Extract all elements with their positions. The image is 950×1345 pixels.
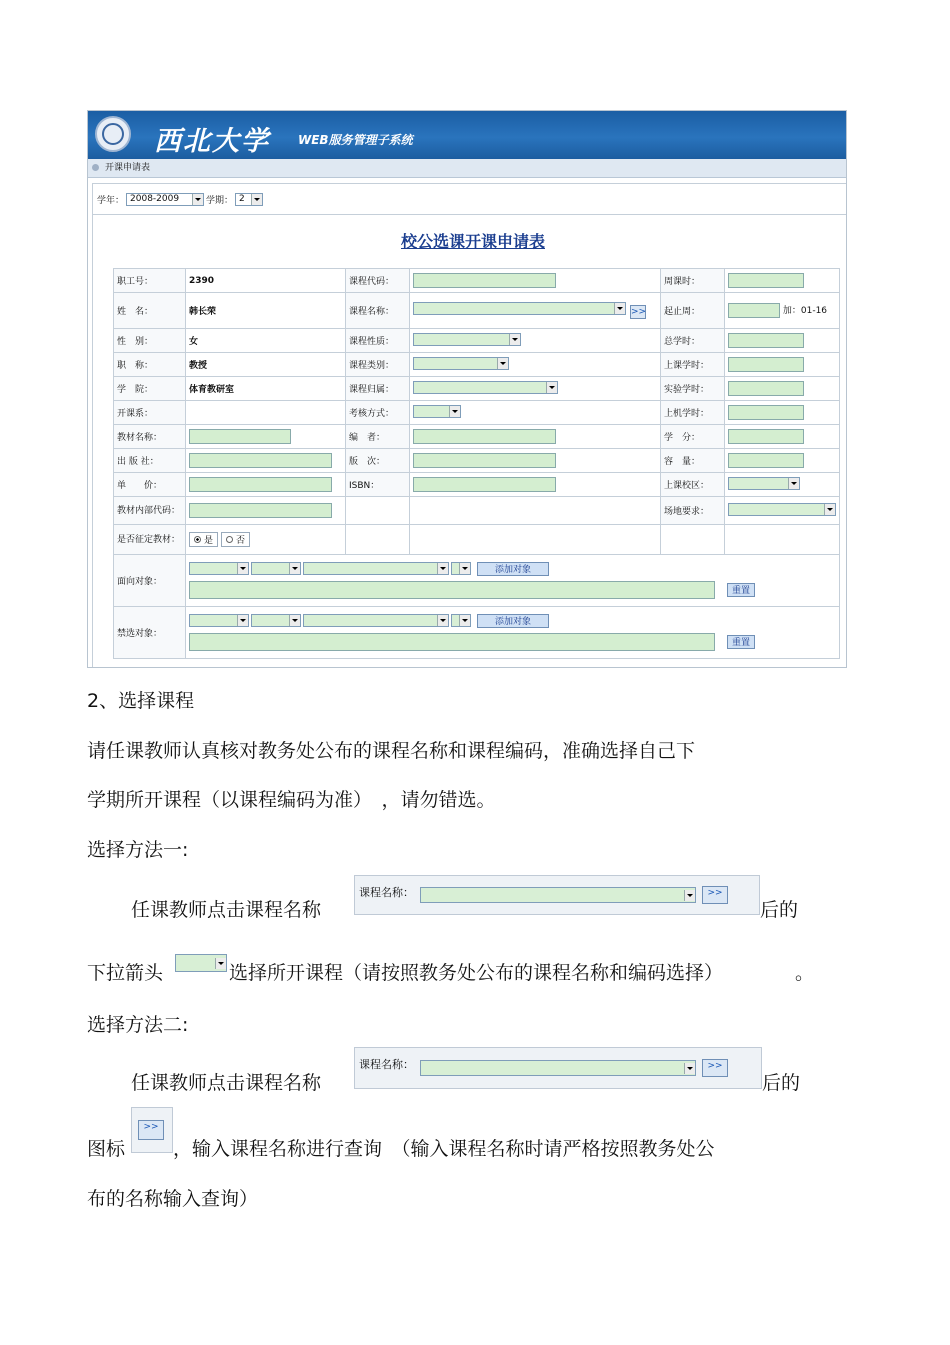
course-type-select[interactable] bbox=[413, 357, 509, 370]
chevron-down-icon bbox=[788, 478, 799, 489]
bullet-icon bbox=[92, 164, 99, 171]
label-computer-hours: 上机学时： bbox=[661, 401, 725, 425]
label-lab-hours: 实验学时： bbox=[661, 377, 725, 401]
label-staff-no: 职工号： bbox=[114, 269, 186, 293]
label-author: 编 者： bbox=[346, 425, 410, 449]
value-gender: 女 bbox=[186, 329, 346, 353]
chevron-down-icon bbox=[251, 194, 262, 205]
venue-select[interactable] bbox=[728, 503, 836, 516]
publisher-input[interactable] bbox=[189, 453, 332, 468]
label-credit: 学 分： bbox=[661, 425, 725, 449]
label-forbid: 禁选对象： bbox=[114, 607, 186, 659]
forbid-select-3[interactable] bbox=[303, 614, 449, 627]
application-form bbox=[113, 268, 840, 659]
label-week-hours: 周课时： bbox=[661, 269, 725, 293]
forbid-select-4[interactable] bbox=[451, 614, 471, 627]
week-range: 加：01-16 bbox=[782, 306, 828, 316]
radio-no[interactable]: 否 bbox=[221, 532, 250, 547]
breadcrumb-label: 开课申请表 bbox=[105, 163, 151, 173]
label-name: 姓 名： bbox=[114, 293, 186, 329]
course-name-select[interactable] bbox=[413, 302, 626, 315]
method-2-line-c: 图标 bbox=[87, 1138, 126, 1160]
label-title: 职 称： bbox=[114, 353, 186, 377]
method-1-line-d: 选择所开课程（请按照教务处公布的课程名称和编码选择） bbox=[229, 962, 724, 984]
radio-checked-icon bbox=[194, 536, 201, 543]
label-start-end: 起止周： bbox=[661, 293, 725, 329]
chevron-down-icon bbox=[449, 406, 460, 417]
method-1-period: 。 bbox=[795, 962, 815, 984]
chevron-down-icon bbox=[437, 563, 448, 574]
method-1-line-c: 下拉箭头 bbox=[87, 962, 164, 984]
header-banner bbox=[88, 111, 846, 159]
method-1-after: 后的 bbox=[760, 899, 799, 921]
search-arrow-icon: >> bbox=[702, 886, 728, 904]
inline-search-icon-shot bbox=[131, 1107, 173, 1153]
chevron-down-icon bbox=[215, 958, 226, 969]
method-2-line-e: 布的名称输入查询） bbox=[87, 1188, 259, 1210]
chevron-down-icon bbox=[684, 890, 695, 901]
method-2-line-d: ，输入课程名称进行查询 （输入课程名称时请严格按照教务处公 bbox=[173, 1138, 715, 1160]
chevron-down-icon bbox=[459, 563, 470, 574]
label-exam: 考核方式： bbox=[346, 401, 410, 425]
label-course-nature: 课程性质： bbox=[346, 329, 410, 353]
target-select-3[interactable] bbox=[303, 562, 449, 575]
search-arrow-icon: >> bbox=[138, 1120, 164, 1140]
system-name: WEB服务管理子系统 bbox=[298, 133, 413, 147]
start-week-input[interactable] bbox=[728, 303, 780, 318]
forbid-select-2[interactable] bbox=[251, 614, 301, 627]
exam-select[interactable] bbox=[413, 405, 461, 418]
capacity-input[interactable] bbox=[728, 453, 804, 468]
value-staff-no: 2390 bbox=[186, 269, 346, 293]
add-forbid-button[interactable]: 添加对象 bbox=[477, 614, 549, 628]
university-seal-icon bbox=[95, 116, 131, 152]
label-publisher: 出 版 社： bbox=[114, 449, 186, 473]
radio-yes[interactable]: 是 bbox=[189, 532, 218, 547]
value-name: 韩长荣 bbox=[186, 293, 346, 329]
breadcrumb bbox=[88, 159, 846, 178]
reset-forbid-button[interactable]: 重置 bbox=[727, 635, 755, 649]
week-hours-input[interactable] bbox=[728, 273, 804, 288]
radio-unchecked-icon bbox=[226, 536, 233, 543]
method-1-line-a: 任课教师点击课程名称 bbox=[131, 899, 322, 921]
label-is-certified: 是否征定教材： bbox=[114, 525, 186, 555]
textbook-input[interactable] bbox=[189, 429, 291, 444]
isbn-input[interactable] bbox=[413, 477, 556, 492]
label-price: 单 价： bbox=[114, 473, 186, 497]
edition-input[interactable] bbox=[413, 453, 556, 468]
label-course-type: 课程类别： bbox=[346, 353, 410, 377]
label-college: 学 院： bbox=[114, 377, 186, 401]
method-1-title: 选择方法一: bbox=[87, 839, 189, 861]
label-edition: 版 次： bbox=[346, 449, 410, 473]
form-title: 校公选课开课申请表 bbox=[400, 232, 545, 251]
chevron-down-icon bbox=[614, 303, 625, 314]
paragraph-2: 学期所开课程（以课程编码为准） ，请勿错选。 bbox=[87, 789, 496, 811]
chevron-down-icon bbox=[497, 358, 508, 369]
term-select[interactable]: 2 bbox=[235, 193, 263, 206]
search-arrow-icon: >> bbox=[702, 1059, 728, 1077]
form-panel bbox=[92, 183, 847, 668]
target-list-input[interactable] bbox=[189, 581, 715, 599]
method-2-title: 选择方法二: bbox=[87, 1014, 189, 1036]
label-course-code: 课程代码： bbox=[346, 269, 410, 293]
forbid-list-input[interactable] bbox=[189, 633, 715, 651]
campus-select[interactable] bbox=[728, 477, 800, 490]
forbid-select-1[interactable] bbox=[189, 614, 249, 627]
course-nature-select[interactable] bbox=[413, 333, 521, 346]
method-2-line-a: 任课教师点击课程名称 bbox=[131, 1072, 322, 1094]
label-isbn: ISBN： bbox=[346, 473, 410, 497]
lecture-hours-input[interactable] bbox=[728, 357, 804, 372]
year-term-bar bbox=[93, 184, 847, 215]
textbook-code-input[interactable] bbox=[189, 503, 332, 518]
chevron-down-icon bbox=[459, 615, 470, 626]
value-college: 体育教研室 bbox=[186, 377, 346, 401]
label-lecture-hours: 上课学时： bbox=[661, 353, 725, 377]
credit-input[interactable] bbox=[728, 429, 804, 444]
label-textbook-code: 教材内部代码： bbox=[114, 497, 186, 525]
chevron-down-icon bbox=[289, 563, 300, 574]
lab-hours-input[interactable] bbox=[728, 381, 804, 396]
add-target-button[interactable]: 添加对象 bbox=[477, 562, 549, 576]
method-2-after: 后的 bbox=[762, 1072, 801, 1094]
inline-course-name-shot-2: 课程名称： >> bbox=[354, 1047, 762, 1089]
label-textbook: 教材名称： bbox=[114, 425, 186, 449]
label-course-belong: 课程归属： bbox=[346, 377, 410, 401]
chevron-down-icon bbox=[237, 563, 248, 574]
chevron-down-icon bbox=[437, 615, 448, 626]
section-heading: 2、选择课程 bbox=[87, 690, 195, 712]
inline-dropdown-shot bbox=[175, 936, 229, 980]
system-screenshot bbox=[87, 110, 847, 668]
label-campus: 上课校区： bbox=[661, 473, 725, 497]
chevron-down-icon bbox=[509, 334, 520, 345]
chevron-down-icon bbox=[684, 1063, 695, 1074]
year-select[interactable]: 2008-2009 bbox=[126, 193, 204, 206]
computer-hours-input[interactable] bbox=[728, 405, 804, 420]
term-label: 学期： bbox=[206, 195, 234, 206]
year-label: 学年： bbox=[97, 195, 125, 206]
value-title: 教授 bbox=[186, 353, 346, 377]
course-belong-select[interactable] bbox=[413, 381, 558, 394]
paragraph-1: 请任课教师认真核对教务处公布的课程名称和课程编码，准确选择自己下 bbox=[87, 740, 696, 762]
price-input[interactable] bbox=[189, 477, 332, 492]
chevron-down-icon bbox=[289, 615, 300, 626]
label-course-name: 课程名称： bbox=[346, 293, 410, 329]
university-logo: 西北大学 bbox=[154, 126, 270, 157]
inline-course-name-shot: 课程名称： >> bbox=[354, 875, 760, 915]
label-gender: 性 别： bbox=[114, 329, 186, 353]
course-search-button[interactable]: >> bbox=[631, 306, 647, 317]
total-hours-input[interactable] bbox=[728, 333, 804, 348]
target-select-2[interactable] bbox=[251, 562, 301, 575]
label-total-hours: 总学时： bbox=[661, 329, 725, 353]
target-select-4[interactable] bbox=[451, 562, 471, 575]
label-capacity: 容 量： bbox=[661, 449, 725, 473]
label-dept: 开课系： bbox=[114, 401, 186, 425]
course-code-input[interactable] bbox=[413, 273, 556, 288]
target-select-1[interactable] bbox=[189, 562, 249, 575]
chevron-down-icon bbox=[546, 382, 557, 393]
reset-target-button[interactable]: 重置 bbox=[727, 583, 755, 597]
label-venue: 场地要求： bbox=[661, 497, 725, 525]
chevron-down-icon bbox=[824, 504, 835, 515]
chevron-down-icon bbox=[237, 615, 248, 626]
chevron-down-icon bbox=[192, 194, 203, 205]
author-input[interactable] bbox=[413, 429, 556, 444]
label-target: 面向对象： bbox=[114, 555, 186, 607]
